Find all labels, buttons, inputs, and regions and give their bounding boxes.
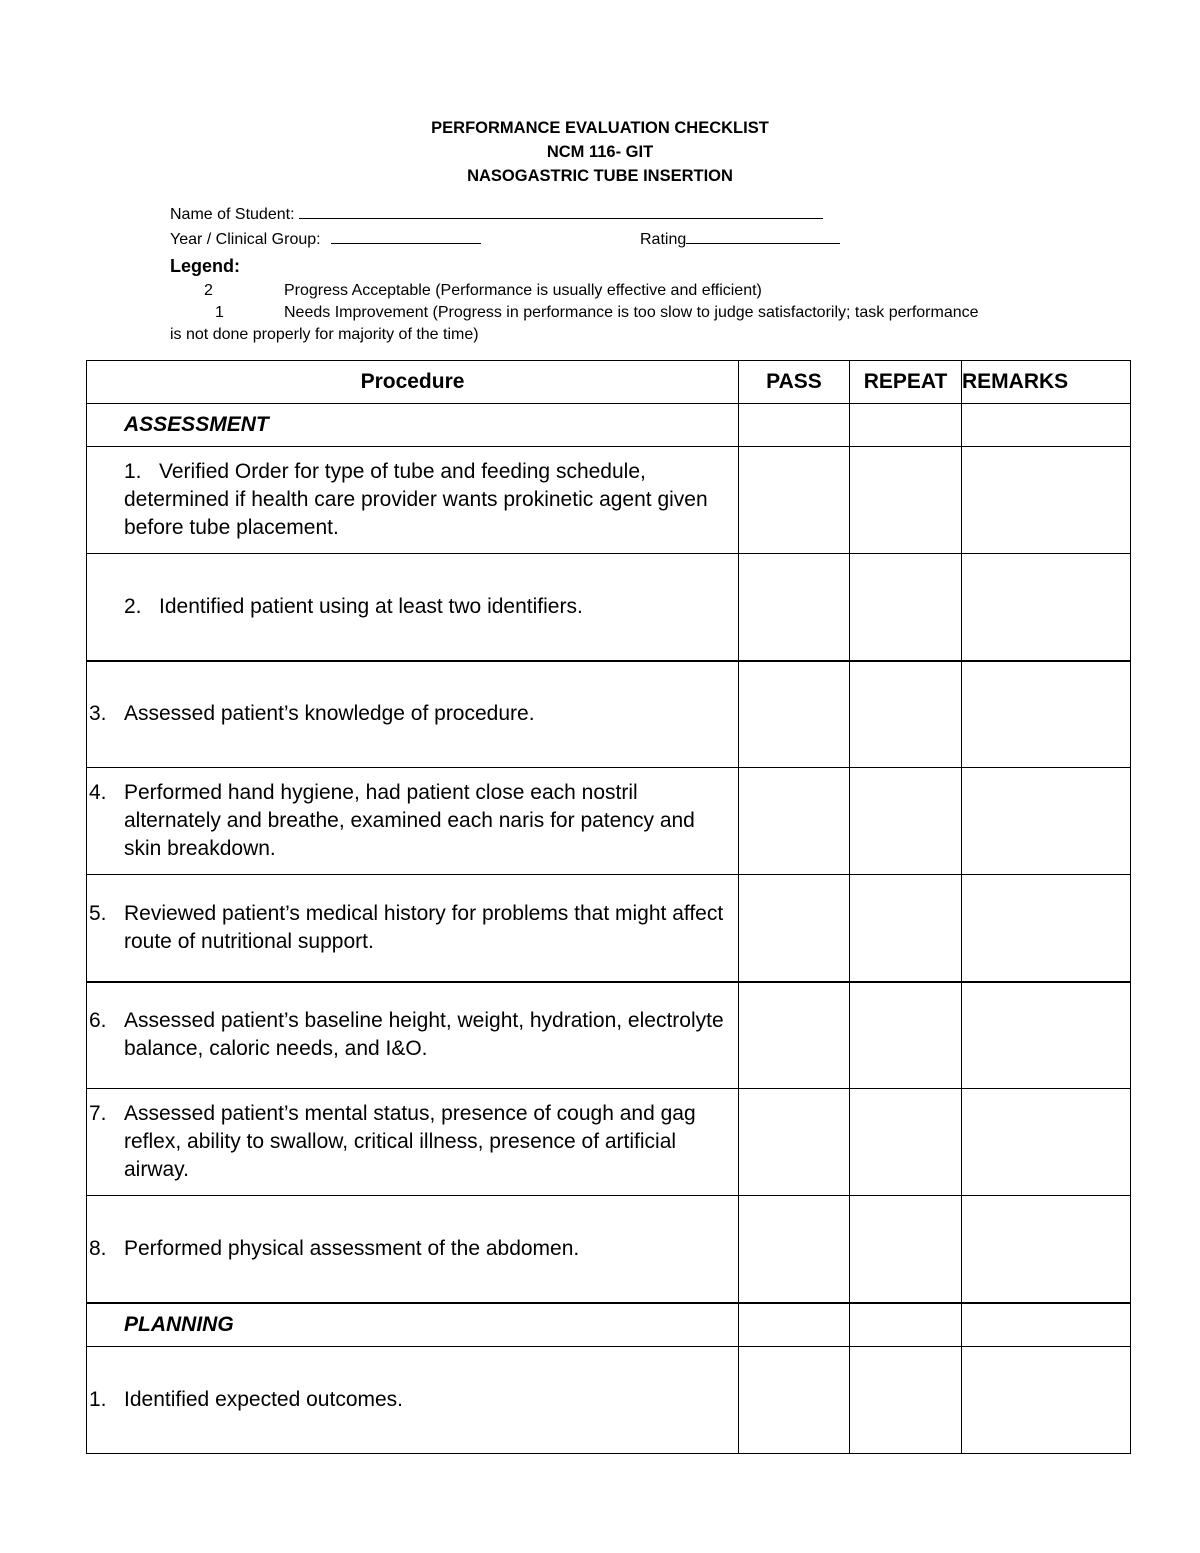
item-number: 2.	[124, 594, 142, 618]
table-row	[87, 661, 1131, 768]
item-text: Identified patient using at least two identifiers.	[159, 594, 583, 618]
remarks-cell[interactable]	[962, 768, 1131, 875]
item-number: 3.	[89, 702, 107, 726]
item-number: 5.	[89, 901, 107, 925]
table-row	[87, 1196, 1131, 1303]
repeat-cell[interactable]	[850, 554, 962, 661]
repeat-cell[interactable]	[850, 768, 962, 875]
rating-blank[interactable]	[686, 229, 840, 244]
pass-cell[interactable]	[739, 982, 850, 1089]
name-of-student-blank[interactable]	[299, 204, 823, 219]
name-of-student-line	[170, 204, 823, 224]
legend-entry	[170, 304, 1070, 324]
pass-cell[interactable]	[739, 1303, 850, 1347]
legend-text-continued: is not done properly for majority of the time)	[170, 326, 479, 343]
repeat-cell[interactable]	[850, 1303, 962, 1347]
legend-entry	[170, 282, 1070, 302]
remarks-cell[interactable]	[962, 982, 1131, 1089]
item-number: 4.	[89, 781, 107, 804]
remarks-cell[interactable]	[962, 1303, 1131, 1347]
rating-label: Rating	[640, 231, 687, 248]
remarks-cell[interactable]	[962, 1089, 1131, 1196]
repeat-cell[interactable]	[850, 661, 962, 768]
item-text: Performed hand hygiene, had patient close each nostril alternately and breathe, examined each naris for patency and skin breakdown.	[124, 781, 695, 860]
procedure-cell	[87, 768, 739, 875]
table-row	[87, 1089, 1131, 1196]
repeat-cell[interactable]	[850, 982, 962, 1089]
section-title: PLANNING	[87, 1303, 739, 1347]
item-text: Assessed patient’s mental status, presence of cough and gag reflex, ability to swallow, critical illness, presence of artificial airway.	[124, 1102, 696, 1181]
legend-text: Progress Acceptable (Performance is usually effective and efficient)	[284, 282, 762, 299]
item-number: 7.	[89, 1102, 107, 1125]
repeat-header: REPEAT	[850, 361, 962, 404]
table-row	[87, 447, 1131, 554]
procedure-cell	[87, 447, 739, 554]
pass-cell[interactable]	[739, 554, 850, 661]
pass-cell[interactable]	[739, 404, 850, 447]
repeat-cell[interactable]	[850, 1196, 962, 1303]
procedure-cell	[87, 1089, 739, 1196]
remarks-cell[interactable]	[962, 1196, 1131, 1303]
legend-title: Legend:	[170, 256, 240, 276]
remarks-cell[interactable]	[962, 1346, 1131, 1453]
repeat-cell[interactable]	[850, 404, 962, 447]
table-row	[87, 875, 1131, 982]
legend-value: 2	[204, 282, 213, 299]
procedure-cell	[87, 554, 739, 661]
table-header-row	[87, 361, 1131, 404]
remarks-cell[interactable]	[962, 404, 1131, 447]
remarks-cell[interactable]	[962, 661, 1131, 768]
procedure-title: NASOGASTRIC TUBE INSERTION	[467, 167, 733, 185]
item-text: Reviewed patient’s medical history for problems that might affect route of nutritional support.	[124, 901, 724, 953]
procedure-cell	[87, 982, 739, 1089]
procedure-cell	[87, 875, 739, 982]
section-row-assessment	[87, 404, 1131, 447]
clinical-group-label: Year / Clinical Group:	[170, 231, 321, 248]
procedure-cell	[87, 1196, 739, 1303]
clinical-group-blank[interactable]	[331, 229, 481, 244]
legend-text: Needs Improvement (Progress in performance is too slow to judge satisfactorily; task performance	[284, 304, 979, 321]
remarks-cell[interactable]	[962, 447, 1131, 554]
table-row	[87, 1346, 1131, 1453]
pass-cell[interactable]	[739, 1089, 850, 1196]
item-text: Verified Order for type of tube and feeding schedule, determined if health care provider wants prokinetic agent given before tube placement.	[124, 460, 708, 539]
item-text: Identified expected outcomes.	[124, 1387, 404, 1411]
pass-header: PASS	[739, 361, 850, 404]
rating-line	[640, 229, 840, 249]
document-titles	[0, 116, 1200, 188]
section-row-planning	[87, 1303, 1131, 1347]
item-number: 6.	[89, 1009, 107, 1033]
item-number: 1.	[124, 460, 142, 483]
item-text: Assessed patient’s knowledge of procedure.	[124, 702, 535, 726]
procedure-cell	[87, 661, 739, 768]
item-text: Assessed patient’s baseline height, weight, hydration, electrolyte balance, caloric needs, and I&O.	[124, 1009, 724, 1061]
item-number: 1.	[89, 1387, 107, 1411]
repeat-cell[interactable]	[850, 447, 962, 554]
pass-cell[interactable]	[739, 768, 850, 875]
remarks-cell[interactable]	[962, 554, 1131, 661]
pass-cell[interactable]	[739, 1346, 850, 1453]
document-title: PERFORMANCE EVALUATION CHECKLIST	[431, 119, 769, 137]
table-row	[87, 554, 1131, 661]
repeat-cell[interactable]	[850, 1346, 962, 1453]
course-code: NCM 116- GIT	[546, 143, 654, 161]
item-number: 8.	[89, 1236, 107, 1260]
repeat-cell[interactable]	[850, 875, 962, 982]
section-title: ASSESSMENT	[87, 404, 739, 447]
procedure-cell	[87, 1346, 739, 1453]
pass-cell[interactable]	[739, 875, 850, 982]
pass-cell[interactable]	[739, 447, 850, 554]
item-text: Performed physical assessment of the abdomen.	[124, 1236, 580, 1260]
remarks-header: REMARKS	[962, 361, 1131, 404]
procedure-header: Procedure	[87, 361, 739, 404]
legend-value: 1	[215, 304, 224, 321]
table-row	[87, 982, 1131, 1089]
remarks-cell[interactable]	[962, 875, 1131, 982]
name-of-student-label: Name of Student:	[170, 206, 295, 223]
pass-cell[interactable]	[739, 1196, 850, 1303]
table-row	[87, 768, 1131, 875]
clinical-group-line	[170, 229, 481, 249]
checklist-table	[86, 360, 1131, 1454]
pass-cell[interactable]	[739, 661, 850, 768]
repeat-cell[interactable]	[850, 1089, 962, 1196]
